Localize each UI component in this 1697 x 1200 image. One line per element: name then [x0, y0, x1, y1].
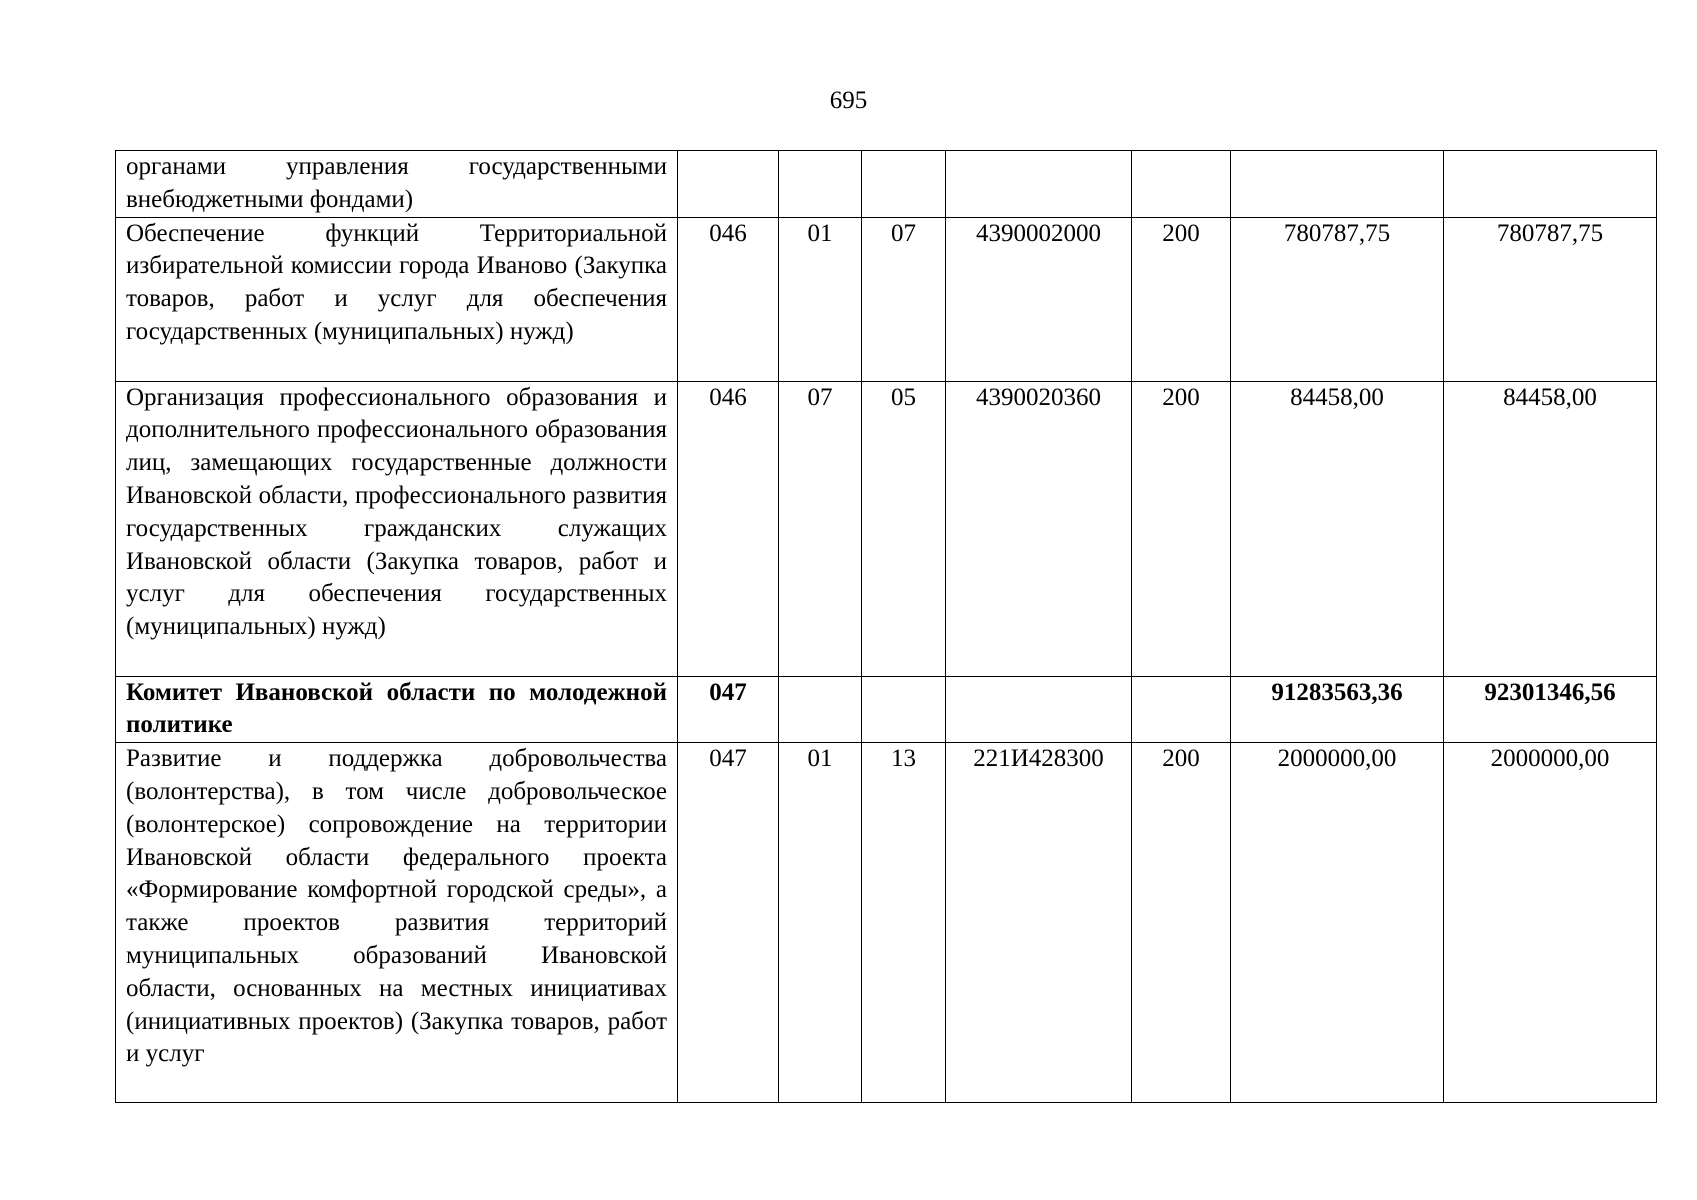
row-section: 07 — [779, 381, 862, 676]
row-section: 01 — [779, 217, 862, 381]
row-target-article: 4390002000 — [946, 217, 1132, 381]
row-subsection: 13 — [862, 743, 946, 1103]
budget-table — [115, 150, 1657, 1103]
row-description: Обеспечение функций Территориальной избирательной комиссии города Иваново (Закупка товаров, работ и услуг для обеспечения государственных (муниципальных) нужд) — [116, 217, 678, 381]
row-target-article: 221И428300 — [946, 743, 1132, 1103]
row-ministry-code: 047 — [678, 676, 779, 743]
page-number: 695 — [829, 87, 868, 114]
row-expense-type: 200 — [1132, 381, 1231, 676]
row-target-article: 4390020360 — [946, 381, 1132, 676]
row-ministry-code: 046 — [678, 381, 779, 676]
row-subsection — [862, 676, 946, 743]
row-description: Развитие и поддержка добровольчества (волонтерства), в том числе добровольческое (волонтерское) сопровождение на территории Ивановской области федерального проекта «Формирование комфортной городской среды», а также проектов развития территорий муниципальных образований Ивановской области, основанных на местных инициативах (инициативных проектов) (Закупка товаров, работ и услуг — [116, 743, 678, 1103]
row-amount-2: 780787,75 — [1444, 217, 1657, 381]
row-amount-1: 780787,75 — [1231, 217, 1444, 381]
table-row — [116, 151, 1657, 218]
row-subsection: 07 — [862, 217, 946, 381]
table-row-section-header — [116, 676, 1657, 743]
row-ministry-code: 047 — [678, 743, 779, 1103]
row-amount-2 — [1444, 151, 1657, 218]
row-expense-type — [1132, 676, 1231, 743]
row-amount-2: 2000000,00 — [1444, 743, 1657, 1103]
row-subsection — [862, 151, 946, 218]
row-ministry-code: 046 — [678, 217, 779, 381]
row-ministry-code — [678, 151, 779, 218]
row-amount-2: 92301346,56 — [1444, 676, 1657, 743]
row-section — [779, 151, 862, 218]
row-amount-1: 2000000,00 — [1231, 743, 1444, 1103]
row-subsection: 05 — [862, 381, 946, 676]
row-expense-type — [1132, 151, 1231, 218]
table-row — [116, 743, 1657, 1103]
row-expense-type: 200 — [1132, 743, 1231, 1103]
row-description: Организация профессионального образования и дополнительного профессионального образования лиц, замещающих государственные должности Ивановской области, профессионального развития государственных гражданских служащих Ивановской области (Закупка товаров, работ и услуг для обеспечения государственных (муниципальных) нужд) — [116, 381, 678, 676]
row-amount-2: 84458,00 — [1444, 381, 1657, 676]
table-row — [116, 217, 1657, 381]
row-target-article — [946, 676, 1132, 743]
row-target-article — [946, 151, 1132, 218]
row-section — [779, 676, 862, 743]
row-amount-1 — [1231, 151, 1444, 218]
row-expense-type: 200 — [1132, 217, 1231, 381]
row-description: Комитет Ивановской области по молодежной политике — [116, 676, 678, 743]
row-section: 01 — [779, 743, 862, 1103]
row-amount-1: 91283563,36 — [1231, 676, 1444, 743]
row-amount-1: 84458,00 — [1231, 381, 1444, 676]
row-description: органами управления государственными внебюджетными фондами) — [116, 151, 678, 218]
table-row — [116, 381, 1657, 676]
